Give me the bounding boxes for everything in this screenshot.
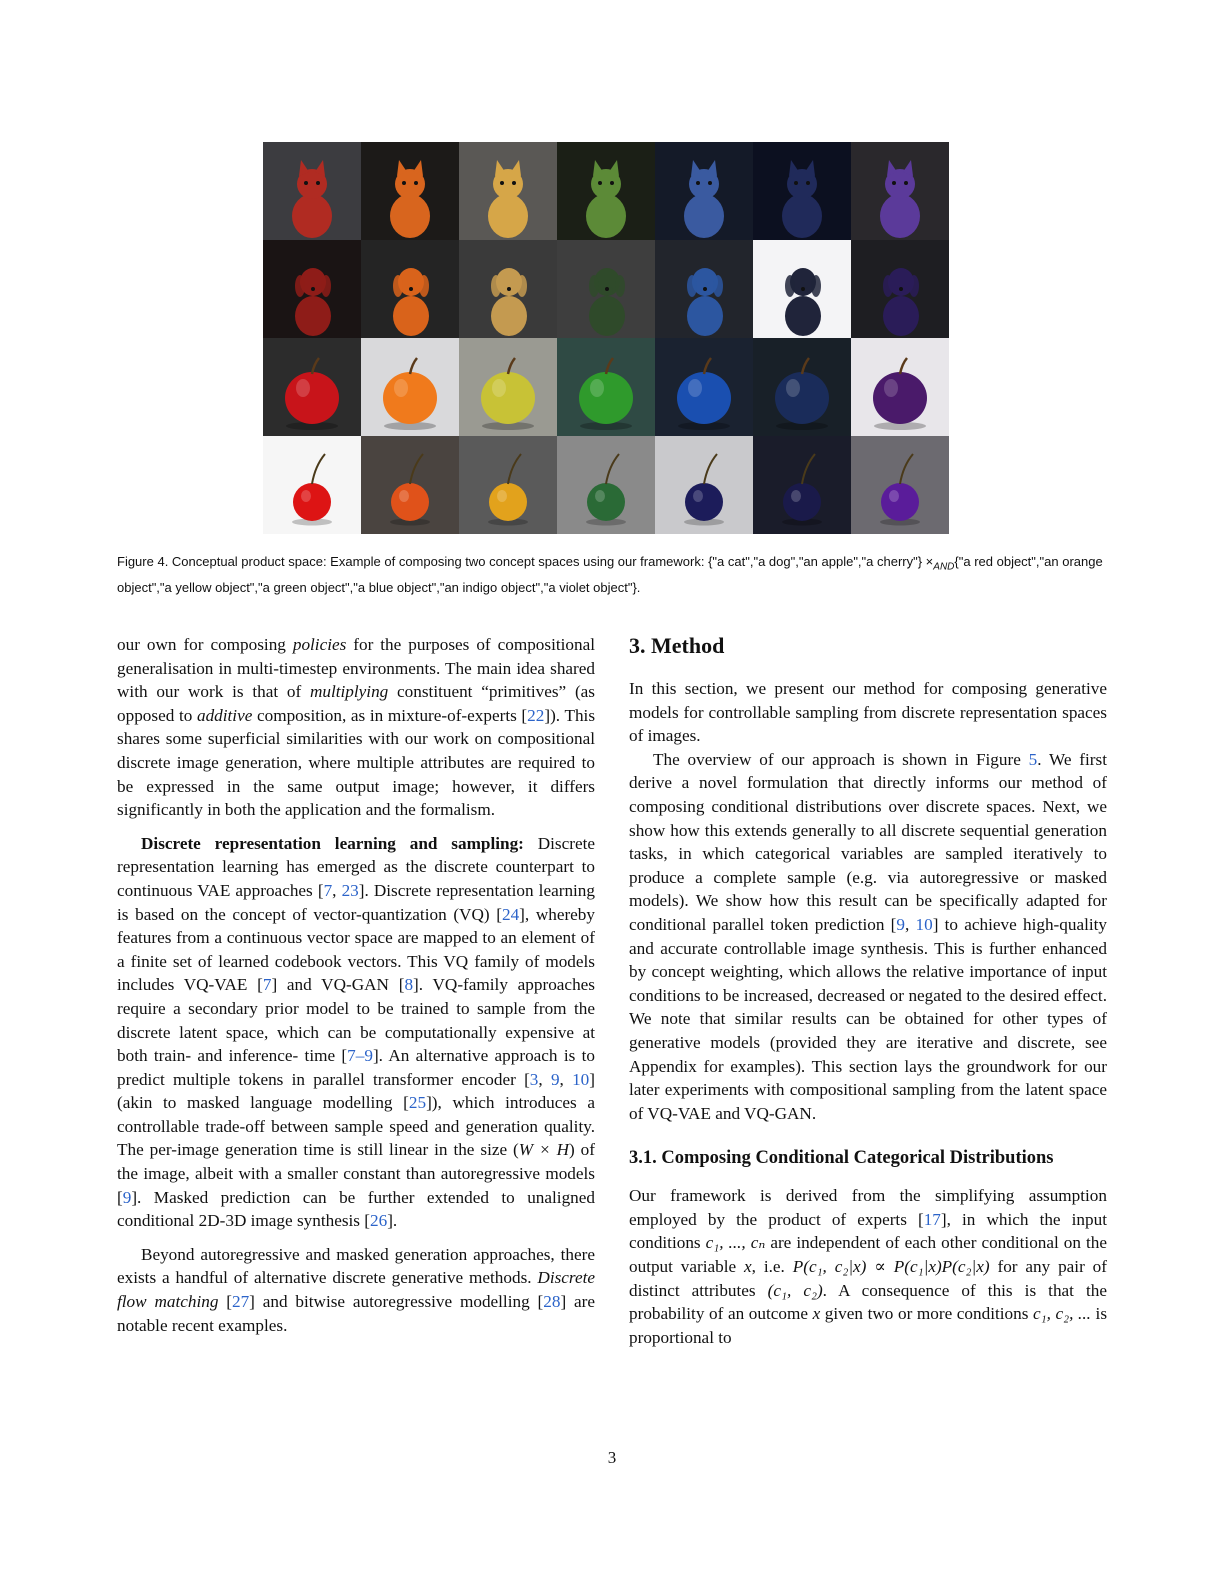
apple-image-2 [361,338,459,436]
citation-link[interactable]: 27 [231,1292,250,1312]
citation-link[interactable]: 9 [896,914,905,934]
citation-link[interactable]: 7–9 [347,1046,373,1066]
subsection-title: 3.1. Composing Conditional Categorical Distributions [629,1148,1054,1169]
citation-link[interactable]: 10 [572,1069,590,1089]
citation-link[interactable]: 8 [404,975,414,995]
cat-image-6 [753,142,851,240]
cat-image-3 [459,142,557,240]
cat-image-5 [655,142,753,240]
left-paragraph-1: our own for composing policies for the purposes of compositional generalisation in multi-timestep environments. The main idea shared with our work is that of multiplying constituent “primitives” (as opposed to additive composition, as in mixture-of-experts [22]). This shares some superficial similarities with our work on compositional discrete image generation, where multiple attributes are required to be expressed in the same output image; however, it differs significantly in both the application and the formalism. [117,635,596,820]
citation-link[interactable]: 3 [529,1069,539,1089]
cat-image-1 [263,142,361,240]
caption-operator: AND [933,561,955,573]
left-paragraph-3: Beyond autoregressive and masked generation approaches, there exists a handful of alternative discrete generative methods. Discrete flow matching [27] and bitwise autoregressive modelling [28] are notable recent examples. [117,1244,595,1335]
citation-link[interactable]: 9 [550,1069,560,1089]
math-inline: P(c₁, c₂|x) ∝ P(c₁|x)P(c₂|x) [792,1257,990,1277]
math-inline: c₁, ..., cₙ [705,1233,766,1253]
left-column [117,633,595,1337]
cherry-image-2 [361,436,459,534]
cat-image-4 [557,142,655,240]
citation-link[interactable]: 28 [543,1292,561,1312]
section-title: 3. Method [629,633,725,658]
dog-image-2 [361,240,459,338]
citation-link[interactable]: 17 [923,1209,941,1229]
math-inline: x [812,1304,821,1324]
citation-link[interactable]: 10 [915,914,933,934]
citation-link[interactable]: 24 [501,904,520,924]
apple-image-7 [851,338,949,436]
cherry-image-3 [459,436,557,534]
apple-image-6 [753,338,851,436]
dog-image-4 [557,240,655,338]
citation-link[interactable]: 25 [408,1093,427,1113]
figure-link[interactable]: 5 [1028,749,1038,769]
math-inline: c₁, c₂, ... [1033,1304,1091,1324]
math-inline: x [744,1257,752,1277]
cherry-image-6 [753,436,851,534]
cat-image-7 [851,142,949,240]
right-paragraph-1: In this section, we present our method for composing generative models for controllable sampling from discrete representation spaces of images. [629,679,1107,746]
cat-image-2 [361,142,459,240]
dog-image-6 [753,240,851,338]
cherry-image-7 [851,436,949,534]
right-column [629,633,1107,1349]
cherry-image-5 [655,436,753,534]
citation-link[interactable]: 7 [262,975,272,995]
apple-image-4 [557,338,655,436]
dog-image-3 [459,240,557,338]
figure-image-grid [263,142,949,534]
paragraph-heading: Discrete representation learning and sampling: [141,833,524,853]
math-inline: W × H [518,1140,570,1160]
figure-caption [117,552,1107,598]
dog-image-5 [655,240,753,338]
caption-prefix: Figure 4. Conceptual product space: Example of composing two concept spaces using our framework: {"a cat","a dog","an apple","a cherry"} × [117,554,934,569]
left-paragraph-2: Discrete representation learning and sampling: Discrete representation learning has emerged as the discrete counterpart to continuous VAE approaches [7, 23]. Discrete representation learning is based on the concept of vector-quantization (VQ) [24], whereby features from a continuous vector space are mapped to an element of a finite set of learned codebook vectors. This VQ family of models includes VQ-VAE [7] and VQ-GAN [8]. VQ-family approaches require a secondary prior model to be trained to sample from the discrete latent space, which can be computationally expensive at both train- and inference- time [7–9]. An alternative approach is to predict multiple tokens in parallel transformer encoder [3, 9, 10] (akin to masked language modelling [25]), which introduces a controllable trade-off between sample speed and generation quality. The per-image generation time is still linear in the size (W × H) of the image, albeit with a smaller constant than autoregressive models [9]. Masked prediction can be further extended to unaligned conditional 2D-3D image synthesis [26]. [117,833,596,1231]
cherry-image-1 [263,436,361,534]
dog-image-1 [263,240,361,338]
caption-suffix: {"a red object","an orange object","a yellow object","a green object","a blue object","an indigo object","a violet object"}. [117,554,1103,595]
apple-image-5 [655,338,753,436]
citation-link[interactable]: 9 [122,1187,132,1207]
citation-link[interactable]: 26 [370,1211,388,1231]
apple-image-1 [263,338,361,436]
citation-link[interactable]: 23 [341,880,359,900]
right-paragraph-2: The overview of our approach is shown in Figure 5. We first derive a novel formulation that directly informs our method of composing conditional distributions over discrete spaces. Next, we show how this extends generally to all discrete sequential generation tasks, in which categorical variables are sampled iteratively to produce a complete sample (e.g. via autoregressive or masked models). We show how this result can be specifically adapted for conditional parallel token prediction [9, 10] to achieve high-quality and accurate controllable image synthesis. This is further enhanced by concept weighting, which allows the relative importance of input conditions to be increased, decreased or negated to the desired effect. We note that similar results can be obtained for other types of generative models (provided they are iterative and discrete, see Appendix for examples). This section lays the groundwork for our later experiments with compositional sampling from the latent space of VQ-VAE and VQ-GAN. [629,749,1107,1123]
cherry-image-4 [557,436,655,534]
citation-link[interactable]: 22 [527,705,545,725]
citation-link[interactable]: 7 [323,880,333,900]
apple-image-3 [459,338,557,436]
math-inline: (c₁, c₂) [767,1280,823,1300]
right-paragraph-3: Our framework is derived from the simplifying assumption employed by the product of experts [17], in which the input conditions c₁, ..., cₙ are independent of each other conditional on the output variable x, i.e. P(c₁, c₂|x) ∝ P(c₁|x)P(c₂|x) for any pair of distinct attributes (c₁, c₂). A consequence of this is that the probability of an outcome x given two or more conditions c₁, c₂, ... is proportional to [629,1186,1108,1347]
page-number: 3 [607,1448,617,1467]
dog-image-7 [851,240,949,338]
